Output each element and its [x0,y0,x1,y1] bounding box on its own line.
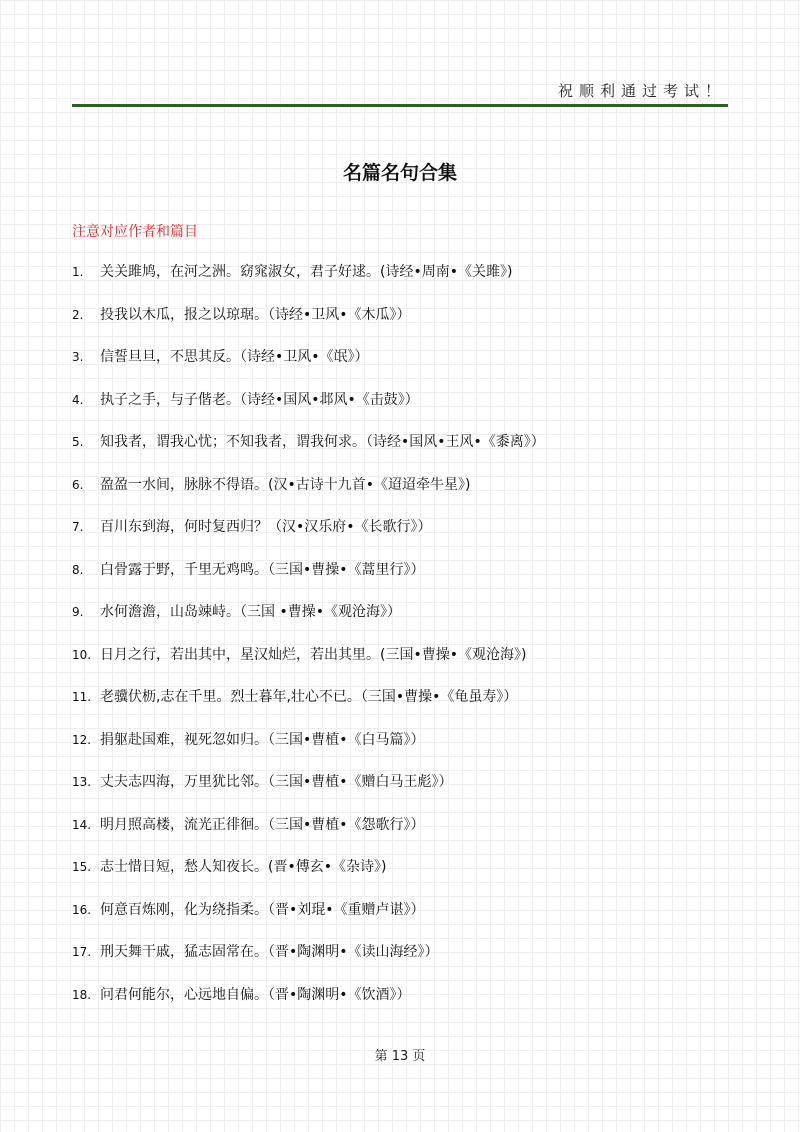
quote-text: 刑天舞干戚，猛志固常在。（晋•陶渊明•《读山海经》） [100,944,439,960]
quote-item [72,344,762,387]
quote-text: 知我者，谓我心忧；不知我者，谓我何求。（诗经•国风•王风•《黍离》） [100,434,545,450]
quote-text: 老骥伏枥,志在千里。烈士暮年,壮心不已。（三国•曹操•《龟虽寿》） [100,689,518,705]
quote-number: 6. [72,477,84,492]
page-number: 第 13 页 [374,1049,426,1064]
quote-item [72,769,762,812]
quote-number: 14. [72,817,92,832]
quote-item [72,897,762,940]
quote-number: 17. [72,945,92,959]
quote-item [72,302,762,345]
quote-list [72,259,762,1024]
quote-number: 13. [72,775,92,789]
quote-item [72,684,762,727]
quote-item [72,727,762,770]
quote-text: 日月之行，若出其中，星汉灿烂，若出其里。(三国•曹操•《观沧海》) [100,646,527,663]
quote-number: 12. [72,732,92,747]
quote-text: 关关雎鸠，在河之洲。窈窕淑女，君子好逑。(诗经•周南•《关雎》) [100,264,513,280]
quote-number: 9. [72,605,84,619]
quote-item [72,472,762,515]
quote-number: 4. [72,392,84,407]
quote-number: 11. [72,690,92,704]
quote-number: 7. [72,520,84,534]
quote-number: 1. [72,265,84,279]
quote-text: 何意百炼刚，化为绕指柔。（晋•刘琨•《重赠卢谌》） [100,901,425,918]
quote-number: 16. [72,902,92,917]
quote-text: 投我以木瓜，报之以琼琚。（诗经•卫风•《木瓜》） [100,306,411,323]
quote-number: 8. [72,562,84,577]
notice-text: 注意对应作者和篇目 [72,224,198,240]
quote-number: 15. [72,860,92,874]
quote-item [72,557,762,600]
document-title: 名篇名句合集 [342,162,457,184]
quote-number: 3. [72,350,84,364]
quote-item [72,939,762,982]
quote-number: 18. [72,987,92,1002]
quote-item [72,429,762,472]
quote-item [72,599,762,642]
quote-text: 水何澹澹，山岛竦峙。（三国 •曹操•《观沧海》） [100,604,401,620]
quote-item [72,514,762,557]
quote-item [72,387,762,430]
quote-text: 百川东到海，何时复西归？（汉•汉乐府•《长歌行》） [100,519,432,535]
quote-item [72,854,762,897]
quote-number: 5. [72,435,84,449]
quote-text: 丈夫志四海，万里犹比邻。（三国•曹植•《赠白马王彪》） [100,774,453,790]
quote-text: 执子之手，与子偕老。（诗经•国风•邶风•《击鼓》） [100,391,419,408]
quote-text: 白骨露于野，千里无鸡鸣。（三国•曹操•《蒿里行》） [100,561,425,578]
quote-text: 明月照高楼，流光正徘徊。（三国•曹植•《怨歌行》） [100,816,425,833]
quote-item [72,812,762,855]
quote-item [72,642,762,685]
header-motto: 祝顺利通过考试！ [557,82,726,100]
quote-text: 信誓旦旦，不思其反。（诗经•卫风•《氓》） [100,349,369,365]
header-divider [72,104,728,107]
quote-text: 捐躯赴国难，视死忽如归。（三国•曹植•《白马篇》） [100,731,425,748]
quote-text: 志士惜日短，愁人知夜长。(晋•傅玄•《杂诗》) [100,859,387,875]
quote-item [72,982,762,1025]
quote-item [72,259,762,302]
quote-text: 问君何能尔，心远地自偏。（晋•陶渊明•《饮酒》） [100,986,411,1003]
quote-number: 2. [72,307,84,322]
quote-number: 10. [72,647,92,662]
quote-text: 盈盈一水间，脉脉不得语。(汉•古诗十九首•《迢迢牵牛星》) [100,476,471,493]
